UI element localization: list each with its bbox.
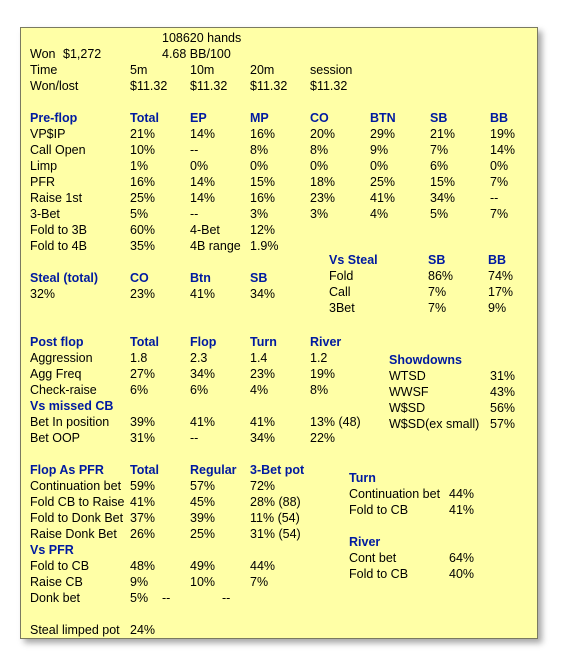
preflop-cell: 7%	[490, 207, 509, 221]
period-label: session	[310, 63, 353, 77]
showdowns-heading: Showdowns	[389, 353, 462, 367]
missed-cb-cell: 41%	[190, 415, 216, 429]
period-label: 10m	[190, 63, 215, 77]
vs-steal-row-label: Fold	[329, 269, 354, 283]
preflop-cell: 41%	[370, 191, 396, 205]
vs-pfr-cell: --	[222, 591, 231, 605]
fold-to-3b-label: Fold to 3B	[30, 223, 87, 237]
preflop-cell: 21%	[130, 127, 156, 141]
missed-cb-cell: 13% (48)	[310, 415, 361, 429]
vs-pfr-row-label: Fold to CB	[30, 559, 90, 573]
steal-col-header: CO	[130, 271, 149, 285]
steal-cell: 34%	[250, 287, 276, 301]
showdown-value: 57%	[490, 417, 516, 431]
preflop-row-label: 3-Bet	[30, 207, 60, 221]
preflop-cell: 5%	[430, 207, 449, 221]
steal-limped-value: 24%	[130, 623, 156, 637]
steal-cell: 23%	[130, 287, 156, 301]
preflop-cell: 29%	[370, 127, 396, 141]
flop-pfr-cell: 59%	[130, 479, 156, 493]
flop-pfr-heading: Flop As PFR	[30, 463, 104, 477]
flop-pfr-cell: 31% (54)	[250, 527, 301, 541]
steal-total: 32%	[30, 287, 56, 301]
steal-col-header: Btn	[190, 271, 211, 285]
preflop-cell: 15%	[430, 175, 456, 189]
showdown-value: 43%	[490, 385, 516, 399]
preflop-cell: 19%	[490, 127, 516, 141]
missed-cb-cell: 31%	[130, 431, 156, 445]
preflop-cell: 16%	[250, 127, 276, 141]
vs-steal-cell: 7%	[428, 285, 447, 299]
wonlost-label: Won/lost	[30, 79, 79, 93]
showdown-value: 56%	[490, 401, 516, 415]
turn-heading: Turn	[349, 471, 376, 485]
steal-cell: 41%	[190, 287, 216, 301]
postflop-cell: 19%	[310, 367, 336, 381]
preflop-col-header: BB	[490, 111, 509, 125]
preflop-cell: 5%	[130, 207, 149, 221]
preflop-cell: 15%	[250, 175, 276, 189]
postflop-heading: Post flop	[30, 335, 84, 349]
missed-cb-cell: 22%	[310, 431, 336, 445]
period-label: 5m	[130, 63, 148, 77]
flop-pfr-cell: 28% (88)	[250, 495, 301, 509]
vs-pfr-cell: 7%	[250, 575, 269, 589]
postflop-col-header: River	[310, 335, 342, 349]
wonlost-value: $11.32	[250, 79, 288, 93]
four-bet-range-label: 4B range	[190, 239, 241, 253]
postflop-cell: 23%	[250, 367, 276, 381]
postflop-cell: 6%	[130, 383, 149, 397]
four-bet-value: 12%	[250, 223, 276, 237]
flop-pfr-row-label: Continuation bet	[30, 479, 122, 493]
preflop-cell: 3%	[250, 207, 269, 221]
preflop-row-label: Raise 1st	[30, 191, 83, 205]
flop-pfr-col-header: 3-Bet pot	[250, 463, 305, 477]
preflop-cell: 8%	[310, 143, 329, 157]
postflop-cell: 8%	[310, 383, 329, 397]
missed-cb-cell: 41%	[250, 415, 276, 429]
preflop-cell: 4%	[370, 207, 389, 221]
vs-steal-col-header: BB	[488, 253, 507, 267]
wonlost-value: $11.32	[190, 79, 228, 93]
vs-pfr-heading: Vs PFR	[30, 543, 74, 557]
showdown-value: 31%	[490, 369, 516, 383]
vs-pfr-row-label: Raise CB	[30, 575, 83, 589]
river-row-label: Cont bet	[349, 551, 397, 565]
postflop-col-header: Flop	[190, 335, 217, 349]
vs-pfr-cell: 10%	[190, 575, 216, 589]
preflop-cell: 18%	[310, 175, 336, 189]
flop-pfr-cell: 39%	[190, 511, 216, 525]
preflop-col-header: MP	[250, 111, 269, 125]
vs-missed-cb-heading: Vs missed CB	[30, 399, 114, 413]
postflop-cell: 2.3	[190, 351, 208, 365]
preflop-cell: 25%	[130, 191, 156, 205]
flop-pfr-row-label: Raise Donk Bet	[30, 527, 117, 541]
preflop-col-header: EP	[190, 111, 207, 125]
missed-cb-cell: --	[190, 431, 199, 445]
missed-cb-row-label: Bet OOP	[30, 431, 81, 445]
missed-cb-cell: 39%	[130, 415, 156, 429]
postflop-cell: 27%	[130, 367, 156, 381]
showdown-row-label: W$SD	[389, 401, 426, 415]
postflop-cell: 6%	[190, 383, 209, 397]
missed-cb-row-label: Bet In position	[30, 415, 110, 429]
preflop-cell: 0%	[190, 159, 209, 173]
flop-pfr-cell: 72%	[250, 479, 276, 493]
preflop-cell: 16%	[250, 191, 276, 205]
hands-count: 108620 hands	[162, 31, 242, 45]
wonlost-value: $11.32	[130, 79, 168, 93]
preflop-cell: 34%	[430, 191, 456, 205]
wonlost-value: $11.32	[310, 79, 348, 93]
showdown-row-label: WWSF	[389, 385, 429, 399]
preflop-cell: 7%	[490, 175, 509, 189]
river-value: 64%	[449, 551, 475, 565]
steal-heading: Steal (total)	[30, 271, 99, 285]
vs-pfr-row-label: Donk bet	[30, 591, 81, 605]
postflop-row-label: Agg Freq	[30, 367, 82, 381]
preflop-col-header: Total	[130, 111, 159, 125]
preflop-cell: 20%	[310, 127, 336, 141]
flop-pfr-cell: 37%	[130, 511, 156, 525]
steal-col-header: SB	[250, 271, 268, 285]
turn-row-label: Fold to CB	[349, 503, 409, 517]
preflop-cell: 25%	[370, 175, 396, 189]
postflop-cell: 34%	[190, 367, 216, 381]
flop-pfr-cell: 57%	[190, 479, 216, 493]
vs-steal-cell: 86%	[428, 269, 454, 283]
preflop-row-label: PFR	[30, 175, 55, 189]
river-row-label: Fold to CB	[349, 567, 409, 581]
stats-panel	[20, 27, 538, 639]
missed-cb-cell: 34%	[250, 431, 276, 445]
postflop-col-header: Turn	[250, 335, 277, 349]
preflop-row-label: Limp	[30, 159, 58, 173]
turn-value: 44%	[449, 487, 475, 501]
postflop-col-header: Total	[130, 335, 159, 349]
four-bet-range-value: 1.9%	[250, 239, 279, 253]
preflop-cell: 21%	[430, 127, 456, 141]
vs-pfr-cell: 44%	[250, 559, 276, 573]
flop-pfr-cell: 26%	[130, 527, 156, 541]
vs-pfr-cell: 9%	[130, 575, 149, 589]
bb-per-100: 4.68 BB/100	[162, 47, 231, 61]
preflop-cell: 0%	[310, 159, 329, 173]
preflop-cell: 8%	[250, 143, 269, 157]
vs-pfr-cell: 5%	[130, 591, 149, 605]
time-label: Time	[30, 63, 58, 77]
preflop-cell: 14%	[490, 143, 516, 157]
vs-steal-cell: 7%	[428, 301, 447, 315]
postflop-cell: 4%	[250, 383, 269, 397]
preflop-cell: 7%	[430, 143, 449, 157]
vs-pfr-cell: 49%	[190, 559, 216, 573]
river-heading: River	[349, 535, 381, 549]
flop-pfr-col-header: Total	[130, 463, 159, 477]
vs-steal-cell: 17%	[488, 285, 514, 299]
flop-pfr-col-header: Regular	[190, 463, 237, 477]
preflop-cell: 23%	[310, 191, 336, 205]
preflop-cell: 10%	[130, 143, 156, 157]
vs-steal-col-header: SB	[428, 253, 446, 267]
postflop-row-label: Check-raise	[30, 383, 97, 397]
turn-row-label: Continuation bet	[349, 487, 441, 501]
vs-steal-heading: Vs Steal	[329, 253, 378, 267]
won-value: $1,272	[63, 47, 102, 61]
postflop-cell: 1.2	[310, 351, 328, 365]
preflop-row-label: VP$IP	[30, 127, 66, 141]
preflop-row-label: Call Open	[30, 143, 86, 157]
period-label: 20m	[250, 63, 275, 77]
postflop-cell: 1.8	[130, 351, 148, 365]
preflop-col-header: SB	[430, 111, 448, 125]
preflop-cell: 1%	[130, 159, 149, 173]
preflop-cell: 0%	[490, 159, 509, 173]
preflop-cell: 14%	[190, 175, 216, 189]
preflop-cell: 6%	[430, 159, 449, 173]
preflop-cell: 14%	[190, 191, 216, 205]
vs-pfr-cell: 48%	[130, 559, 156, 573]
preflop-col-header: CO	[310, 111, 329, 125]
flop-pfr-row-label: Fold CB to Raise	[30, 495, 125, 509]
fold-to-4b-value: 35%	[130, 239, 156, 253]
postflop-cell: 1.4	[250, 351, 268, 365]
fold-to-3b-value: 60%	[130, 223, 156, 237]
preflop-cell: 14%	[190, 127, 216, 141]
preflop-cell: 9%	[370, 143, 389, 157]
preflop-cell: 16%	[130, 175, 156, 189]
vs-steal-cell: 74%	[488, 269, 514, 283]
vs-steal-row-label: 3Bet	[329, 301, 355, 315]
showdown-row-label: WTSD	[389, 369, 426, 383]
flop-pfr-cell: 41%	[130, 495, 156, 509]
vs-pfr-cell: --	[162, 591, 171, 605]
vs-steal-row-label: Call	[329, 285, 351, 299]
fold-to-4b-label: Fold to 4B	[30, 239, 87, 253]
won-label: Won	[30, 47, 56, 61]
preflop-cell: 0%	[370, 159, 389, 173]
preflop-heading: Pre-flop	[30, 111, 78, 125]
four-bet-label: 4-Bet	[190, 223, 220, 237]
flop-pfr-cell: 45%	[190, 495, 216, 509]
flop-pfr-row-label: Fold to Donk Bet	[30, 511, 124, 525]
steal-limped-label: Steal limped pot	[30, 623, 120, 637]
preflop-col-header: BTN	[370, 111, 396, 125]
preflop-cell: 3%	[310, 207, 329, 221]
river-value: 40%	[449, 567, 475, 581]
preflop-cell: --	[190, 207, 199, 221]
preflop-cell: 0%	[250, 159, 269, 173]
turn-value: 41%	[449, 503, 475, 517]
preflop-cell: --	[490, 191, 499, 205]
vs-steal-cell: 9%	[488, 301, 507, 315]
preflop-cell: --	[190, 143, 199, 157]
showdown-row-label: W$SD(ex small)	[389, 417, 480, 431]
postflop-row-label: Aggression	[30, 351, 93, 365]
flop-pfr-cell: 11% (54)	[250, 511, 300, 525]
flop-pfr-cell: 25%	[190, 527, 216, 541]
